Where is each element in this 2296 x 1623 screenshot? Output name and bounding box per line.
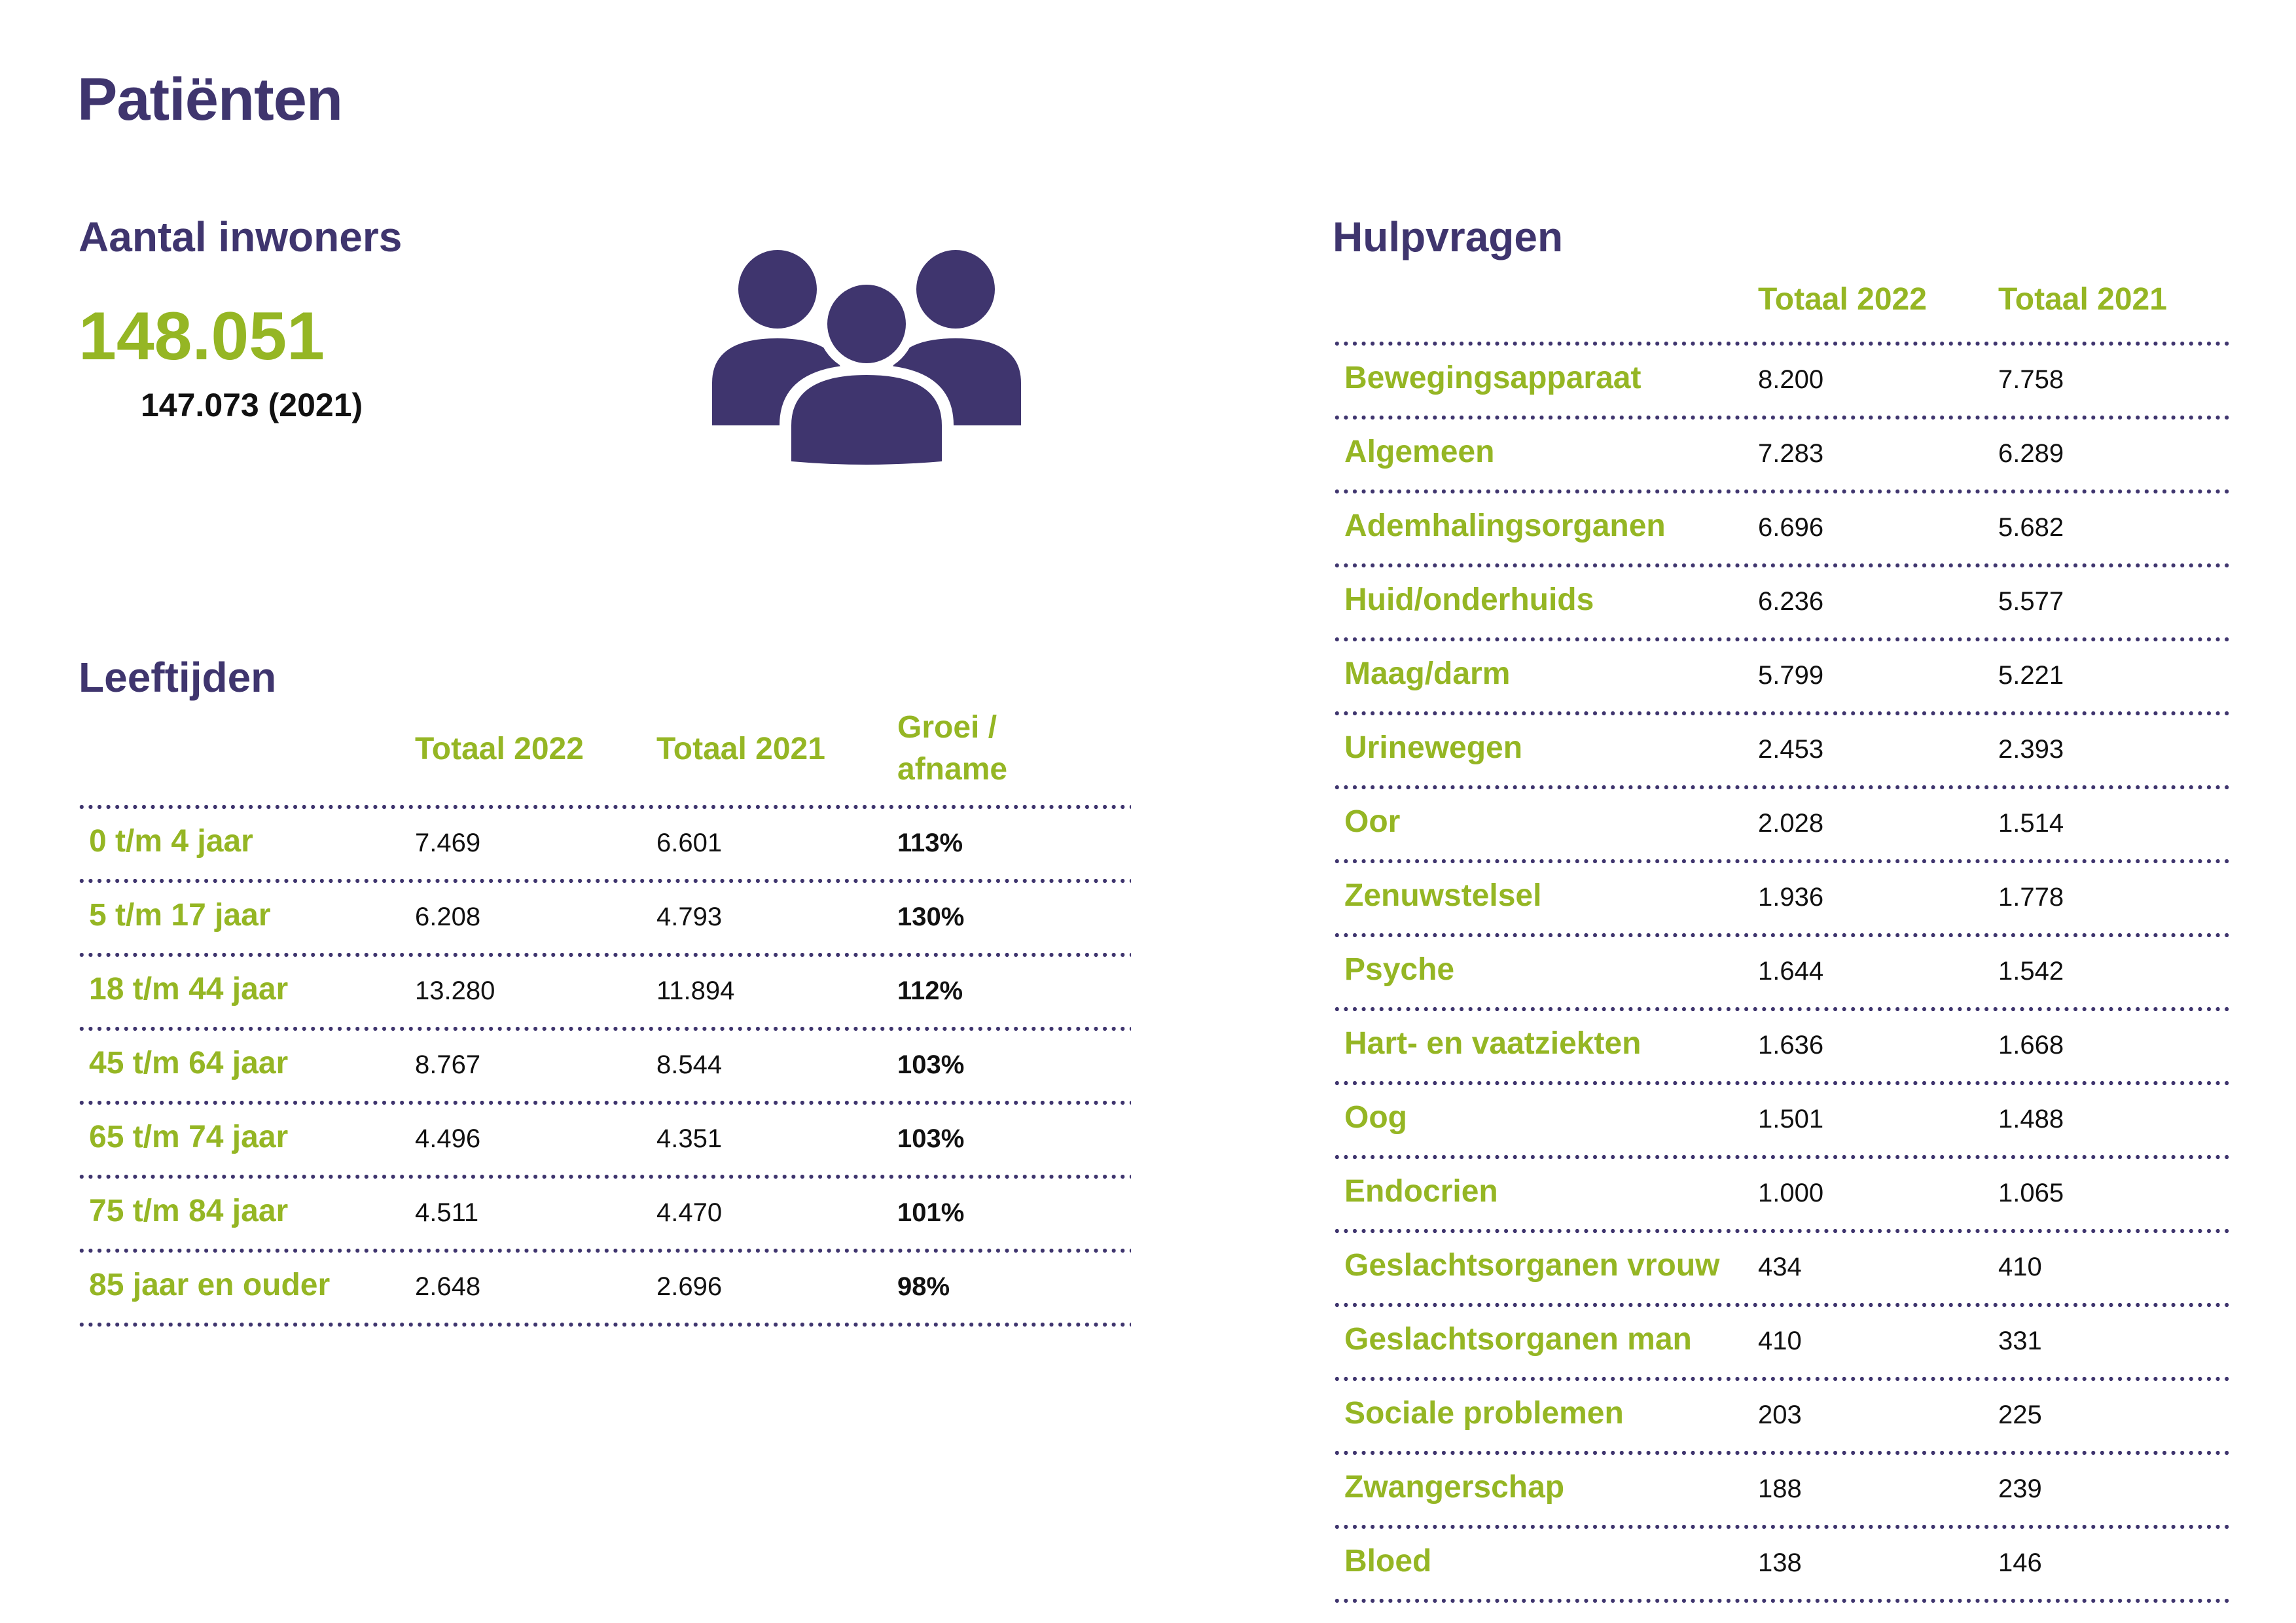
value-totaal-2021: 2.393 (1998, 735, 2064, 764)
value-totaal-2022: 6.208 (415, 902, 481, 931)
table-row (1333, 937, 2231, 1007)
value-totaal-2022: 2.028 (1758, 809, 1824, 838)
table-row (1333, 1159, 2231, 1229)
row-label: Urinewegen (1344, 730, 1523, 765)
hulpvragen-heading: Hulpvragen (1333, 213, 1564, 260)
table-row (77, 957, 1131, 1027)
table-row (77, 809, 1131, 879)
leeftijden-table (77, 707, 1131, 1327)
leeftijden-header-row (77, 707, 1131, 805)
row-label: Zwangerschap (1344, 1470, 1565, 1505)
value-totaal-2021: 1.488 (1998, 1105, 2064, 1133)
column-header-totaal-2022: Totaal 2022 (415, 732, 584, 766)
value-groei-afname: 103% (897, 1124, 965, 1153)
value-totaal-2022: 6.236 (1758, 587, 1824, 616)
row-label: 5 t/m 17 jaar (89, 898, 271, 933)
value-totaal-2022: 1.636 (1758, 1031, 1824, 1060)
value-totaal-2021: 6.601 (656, 829, 723, 857)
value-totaal-2021: 410 (1998, 1253, 2042, 1281)
table-row (1333, 1307, 2231, 1377)
table-row (77, 883, 1131, 953)
hulpvragen-header-row (1333, 281, 2231, 342)
value-totaal-2021: 5.221 (1998, 661, 2064, 690)
value-totaal-2022: 1.644 (1758, 957, 1824, 986)
row-label: Bewegingsapparaat (1344, 361, 1641, 395)
page-title: Patiënten (77, 66, 343, 133)
value-totaal-2021: 2.696 (656, 1272, 723, 1301)
table-row (77, 1179, 1131, 1249)
value-totaal-2022: 4.511 (415, 1198, 479, 1227)
row-label: Bloed (1344, 1544, 1432, 1578)
leeftijden-heading: Leeftijden (79, 654, 277, 701)
value-totaal-2022: 5.799 (1758, 661, 1824, 690)
row-label: Sociale problemen (1344, 1396, 1624, 1431)
value-groei-afname: 130% (897, 902, 965, 931)
value-totaal-2022: 188 (1758, 1474, 1802, 1503)
value-totaal-2021: 1.778 (1998, 883, 2064, 912)
table-row (77, 1031, 1131, 1101)
row-label: Psyche (1344, 952, 1455, 987)
row-label: 0 t/m 4 jaar (89, 824, 253, 859)
value-totaal-2021: 1.542 (1998, 957, 2064, 986)
row-label: 65 t/m 74 jaar (89, 1120, 289, 1154)
value-totaal-2021: 4.793 (656, 902, 723, 931)
column-header-totaal-2021: Totaal 2021 (656, 732, 825, 766)
table-row (1333, 419, 2231, 490)
value-totaal-2022: 8.200 (1758, 365, 1824, 394)
value-totaal-2021: 6.289 (1998, 439, 2064, 468)
value-groei-afname: 113% (897, 829, 963, 857)
value-totaal-2021: 1.514 (1998, 809, 2064, 838)
column-header-groei-afname: Groei / afname (897, 710, 1008, 787)
table-row (77, 1105, 1131, 1175)
row-label: Geslachtsorganen vrouw (1344, 1248, 1720, 1283)
inwoners-previous: 147.073 (2021) (141, 387, 363, 423)
value-totaal-2022: 4.496 (415, 1124, 481, 1153)
inwoners-value: 148.051 (79, 298, 325, 374)
value-totaal-2022: 7.469 (415, 829, 481, 857)
table-row (1333, 1529, 2231, 1599)
value-totaal-2021: 225 (1998, 1400, 2042, 1429)
value-totaal-2022: 2.648 (415, 1272, 481, 1301)
value-totaal-2021: 1.668 (1998, 1031, 2064, 1060)
value-totaal-2021: 8.544 (656, 1050, 723, 1079)
table-row (1333, 641, 2231, 711)
value-groei-afname: 103% (897, 1050, 965, 1079)
row-label: Zenuwstelsel (1344, 878, 1542, 913)
row-label: Algemeen (1344, 435, 1495, 469)
value-totaal-2022: 1.000 (1758, 1179, 1824, 1207)
dotted-divider (77, 1323, 1131, 1327)
value-totaal-2022: 6.696 (1758, 513, 1824, 542)
row-label: Oor (1344, 804, 1401, 839)
value-totaal-2021: 331 (1998, 1327, 2042, 1355)
value-totaal-2022: 8.767 (415, 1050, 481, 1079)
column-header-totaal-2021: Totaal 2021 (1998, 282, 2167, 317)
table-row (1333, 1085, 2231, 1155)
row-label: Geslachtsorganen man (1344, 1322, 1692, 1357)
row-label: 45 t/m 64 jaar (89, 1046, 289, 1080)
value-totaal-2022: 1.501 (1758, 1105, 1824, 1133)
value-totaal-2021: 5.577 (1998, 587, 2064, 616)
value-totaal-2021: 11.894 (656, 976, 735, 1005)
row-label: Huid/onderhuids (1344, 582, 1594, 617)
value-totaal-2022: 7.283 (1758, 439, 1824, 468)
column-header-totaal-2022: Totaal 2022 (1758, 282, 1927, 317)
people-group-icon (704, 245, 1031, 468)
row-label: Endocrien (1344, 1174, 1498, 1209)
value-groei-afname: 101% (897, 1198, 965, 1227)
value-totaal-2022: 13.280 (415, 976, 495, 1005)
row-label: 75 t/m 84 jaar (89, 1194, 289, 1228)
inwoners-heading: Aantal inwoners (79, 213, 403, 260)
value-totaal-2022: 2.453 (1758, 735, 1824, 764)
value-totaal-2021: 146 (1998, 1548, 2042, 1577)
row-label: 85 jaar en ouder (89, 1268, 331, 1302)
hulpvragen-table (1333, 281, 2231, 1603)
value-totaal-2022: 138 (1758, 1548, 1802, 1577)
table-row (1333, 863, 2231, 933)
table-row (1333, 715, 2231, 785)
value-totaal-2021: 239 (1998, 1474, 2042, 1503)
row-label: Ademhalingsorganen (1344, 508, 1666, 543)
table-row (1333, 567, 2231, 637)
value-groei-afname: 112% (897, 976, 963, 1005)
value-totaal-2022: 1.936 (1758, 883, 1824, 912)
value-totaal-2022: 410 (1758, 1327, 1802, 1355)
row-label: Maag/darm (1344, 656, 1511, 691)
table-row (1333, 346, 2231, 416)
dotted-divider (1333, 1599, 2231, 1603)
row-label: Hart- en vaatziekten (1344, 1026, 1641, 1061)
table-row (1333, 1455, 2231, 1525)
table-row (1333, 493, 2231, 563)
value-totaal-2022: 203 (1758, 1400, 1802, 1429)
row-label: Oog (1344, 1100, 1407, 1135)
table-row (1333, 1011, 2231, 1081)
value-totaal-2022: 434 (1758, 1253, 1802, 1281)
value-totaal-2021: 4.351 (656, 1124, 723, 1153)
value-totaal-2021: 1.065 (1998, 1179, 2064, 1207)
table-row (1333, 1233, 2231, 1303)
value-totaal-2021: 5.682 (1998, 513, 2064, 542)
row-label: 18 t/m 44 jaar (89, 972, 289, 1007)
value-groei-afname: 98% (897, 1272, 950, 1301)
table-row (1333, 789, 2231, 859)
value-totaal-2021: 4.470 (656, 1198, 723, 1227)
value-totaal-2021: 7.758 (1998, 365, 2064, 394)
table-row (1333, 1381, 2231, 1451)
table-row (77, 1253, 1131, 1323)
